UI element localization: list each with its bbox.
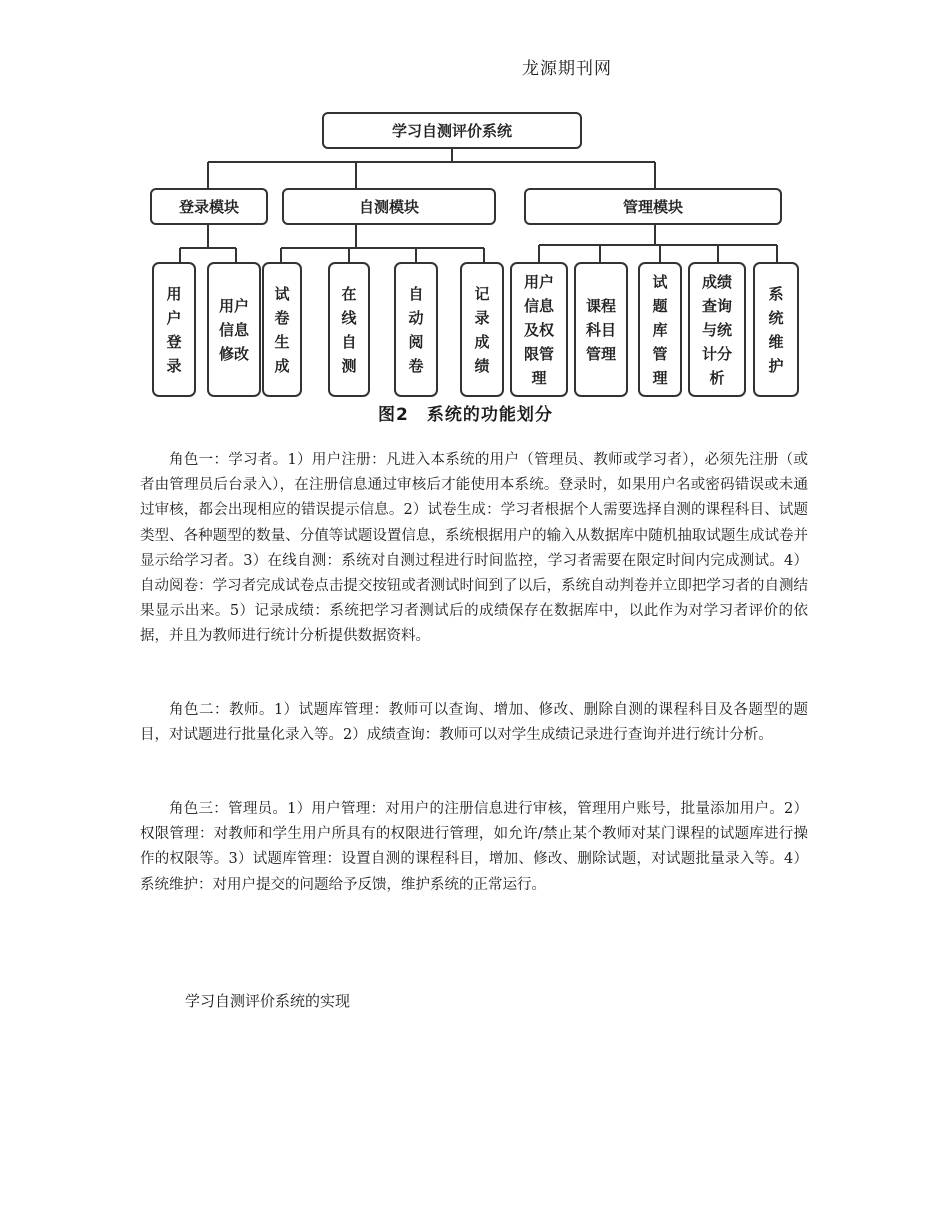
section-heading: 学习自测评价系统的实现 — [185, 992, 351, 1010]
site-name: 龙源期刊网 — [522, 59, 612, 79]
leaf-label: 自动阅卷 — [408, 284, 424, 375]
leaf-auto-grading — [394, 262, 438, 397]
leaf-label: 在线自测 — [341, 284, 357, 375]
leaf-label: 试卷生成 — [274, 284, 290, 375]
leaf-label: 成绩查询与统计分析 — [701, 272, 732, 387]
leaf-label: 用户信息修改 — [218, 296, 249, 363]
leaf-paper-generation — [262, 262, 302, 397]
leaf-record-scores — [460, 262, 504, 397]
diagram-root-node: 学习自测评价系统 — [322, 112, 582, 149]
paragraph-role-admin: 角色三：管理员。1）用户管理：对用户的注册信息进行审核，管理用户账号，批量添加用户。2）权限管理：对教师和学生用户所具有的权限进行管理，如允许/禁止某个教师对某门课程的试题库进行操作的权限等。3）试题库管理：设置自测的课程科目，增加、修改、删除试题，对试题批量录入等。4）系统维护：对用户提交的问题给予反馈，维护系统的正常运行。 — [140, 801, 808, 893]
leaf-user-login — [152, 262, 196, 397]
leaf-label: 系统维护 — [768, 284, 784, 375]
leaf-online-test — [328, 262, 370, 397]
figure-caption: 图2 系统的功能划分 — [378, 405, 553, 425]
leaf-label: 试题库管理 — [652, 272, 668, 387]
leaf-label: 用户登录 — [166, 284, 182, 375]
leaf-label: 用户信息及权限管理 — [523, 272, 554, 387]
leaf-user-info-edit — [207, 262, 261, 397]
leaf-user-permission-mgmt — [510, 262, 568, 397]
leaf-question-bank-mgmt — [638, 262, 682, 397]
leaf-label: 课程科目管理 — [585, 296, 616, 363]
module-login: 登录模块 — [150, 188, 268, 225]
leaf-course-mgmt — [574, 262, 628, 397]
function-diagram — [140, 100, 805, 430]
paragraph-role-learner: 角色一：学习者。1）用户注册：凡进入本系统的用户（管理员、教师或学习者），必须先注册（或者由管理员后台录入），在注册信息通过审核后才能使用本系统。登录时，如果用户名或密码错误或未通过审核，都会出现相应的错误提示信息。2）试卷生成：学习者根据个人需要选择自测的课程科目、试题类型、各种题型的数量、分值等试题设置信息，系统根据用户的输入从数据库中随机抽取试题生成试卷并显示给学习者。3）在线自测：系统对自测过程进行时间监控，学习者需要在限定时间内完成测试。4）自动阅卷：学习者完成试卷点击提交按钮或者测试时间到了以后，系统自动判卷并立即把学习者的自测结果显示出来。5）记录成绩：系统把学习者测试后的成绩保存在数据库中，以此作为对学习者评价的依据，并且为教师进行统计分析提供数据资料。 — [140, 452, 808, 645]
module-management: 管理模块 — [524, 188, 782, 225]
leaf-label: 记录成绩 — [474, 284, 490, 375]
module-self-test: 自测模块 — [282, 188, 496, 225]
leaf-score-query-stats — [688, 262, 746, 397]
paragraph-role-teacher: 角色二：教师。1）试题库管理：教师可以查询、增加、修改、删除自测的课程科目及各题型的题目，对试题进行批量化录入等。2）成绩查询：教师可以对学生成绩记录进行查询并进行统计分析。 — [140, 702, 808, 744]
leaf-system-maintenance — [753, 262, 799, 397]
